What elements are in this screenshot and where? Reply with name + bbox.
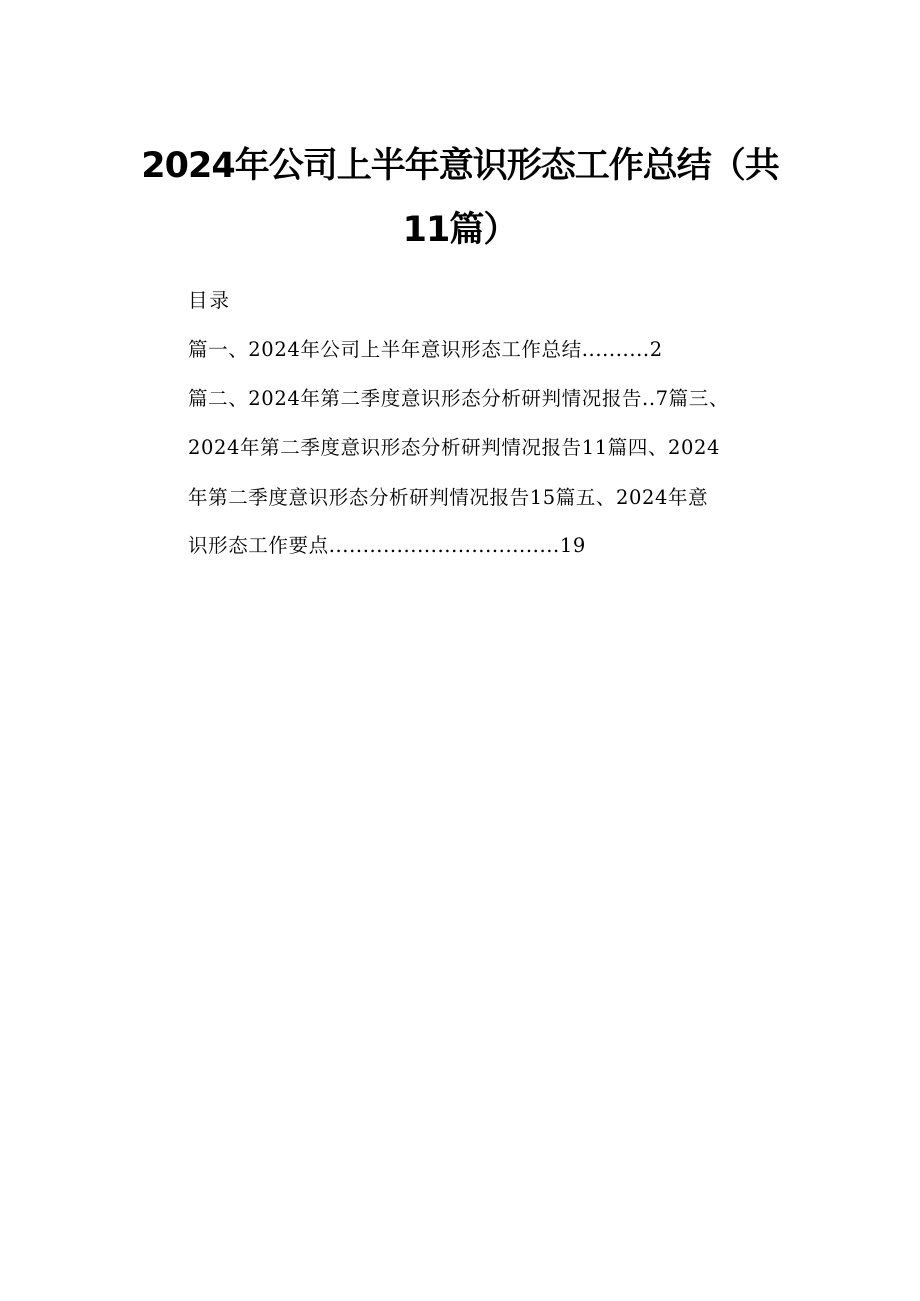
toc-line[interactable]: 2024年第二季度意识形态分析研判情况报告11篇四、2024 <box>188 436 721 459</box>
toc-line[interactable]: 识形态工作要点..................................19 <box>188 534 586 557</box>
toc-line[interactable]: 篇一、2024年公司上半年意识形态工作总结..........2 <box>188 338 663 361</box>
toc-heading: 目录 <box>188 289 232 312</box>
document-title-line1: 2024年公司上半年意识形态工作总结（共 <box>141 146 779 186</box>
toc-line[interactable]: 篇二、2024年第二季度意识形态分析研判情况报告..7篇三、 <box>188 387 729 410</box>
toc-line[interactable]: 年第二季度意识形态分析研判情况报告15篇五、2024年意 <box>188 486 709 509</box>
document-title-line2: 11篇） <box>402 210 518 250</box>
